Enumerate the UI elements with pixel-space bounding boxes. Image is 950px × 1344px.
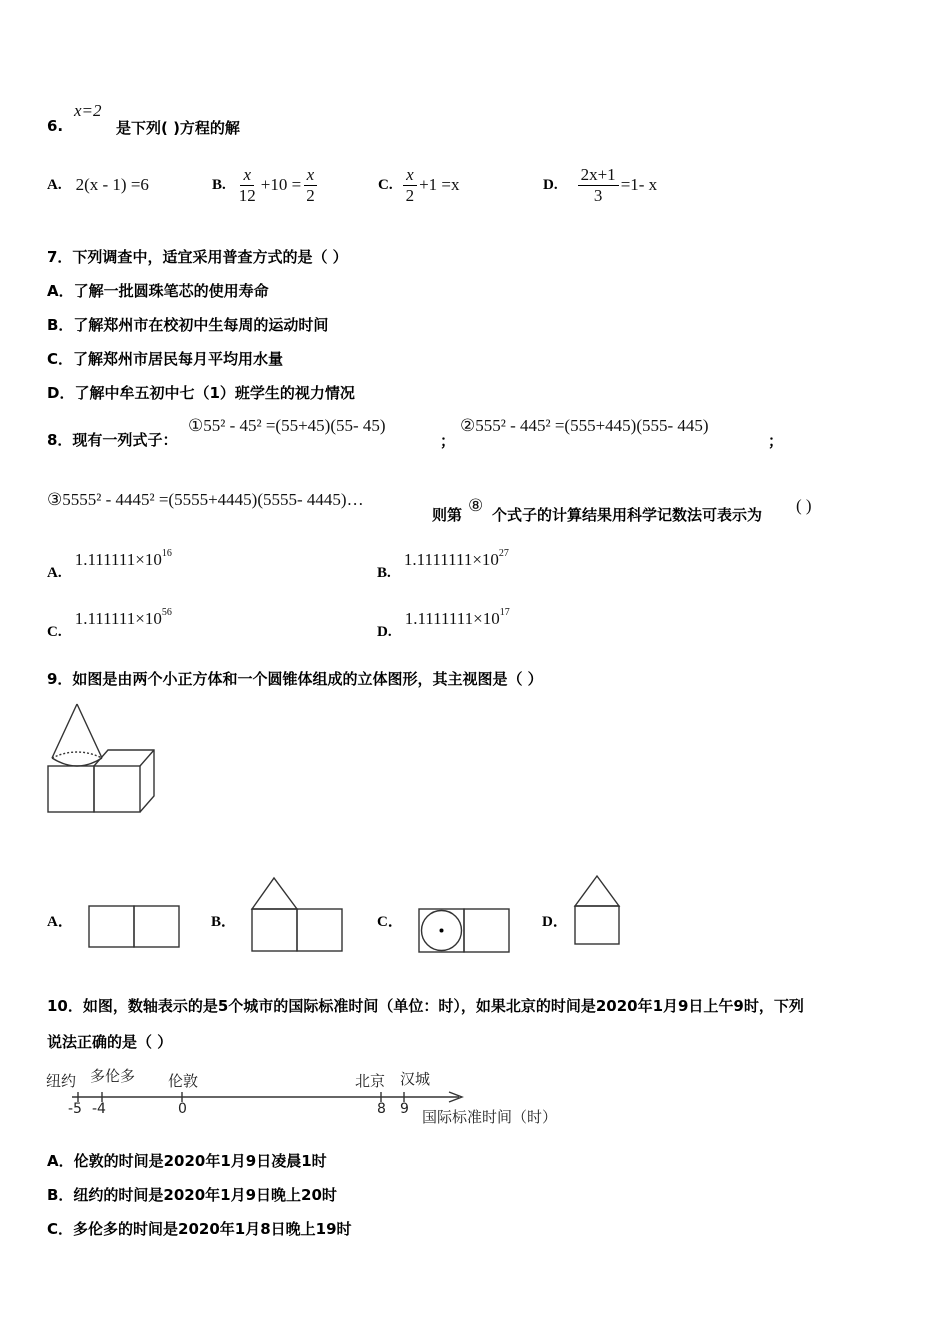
option-label: D. [543,176,558,193]
option-label: B. [377,565,391,581]
q8-lead: 8．现有一列式子： [47,431,178,449]
city-label-new-york: 纽约 [46,1072,77,1090]
option-exponent: 27 [498,548,509,559]
option-exponent: 16 [161,548,172,559]
denominator: 3 [593,185,603,205]
option-mantissa: 1.111111×10 [74,550,162,569]
q9-option-d-figure[interactable] [572,873,624,949]
option-mantissa: 1.1111111×10 [403,550,499,569]
q6-math: x=2 [74,101,102,120]
q8-circled-8: ⑧ [468,496,484,515]
q7-option-c[interactable]: C．了解郑州市居民每月平均用水量 [47,350,284,368]
q9-option-c-label[interactable]: C． [377,914,403,930]
q8-expr-2: ②555² - 445² =(555+445)(555- 445) [460,416,709,435]
q9-option-a-figure[interactable] [86,902,182,950]
option-expr: =1- x [620,175,658,194]
q9-option-c-figure[interactable] [416,906,512,954]
q6-option-d[interactable] [543,160,657,210]
q6-option-b[interactable] [212,160,320,210]
numerator: x [403,165,417,186]
option-mantissa: 1.111111×10 [74,609,162,628]
q7-option-b[interactable]: B．了解郑州市在校初中生每周的运动时间 [47,316,329,334]
city-label-beijing: 北京 [355,1072,386,1090]
option-label: A. [47,565,62,581]
denominator: 2 [306,185,315,205]
q9-stem: 9．如图是由两个小正方体和一个圆锥体组成的立体图形，其主视图是（ ） [47,670,543,688]
denominator: 2 [405,185,415,205]
fraction [236,165,259,206]
q8-option-d[interactable] [377,607,510,640]
q6-option-c[interactable] [378,160,460,210]
q8-answer-paren: ( ) [796,496,812,515]
tick-label: 0 [178,1101,187,1117]
q7-option-d[interactable]: D．了解中牟五初中七（1）班学生的视力情况 [47,384,355,402]
option-expr: +10 = [260,175,302,194]
q9-solid-figure [44,700,159,816]
city-label-seoul: 汉城 [400,1070,431,1088]
option-mantissa: 1.1111111×10 [404,609,500,628]
q10-option-c[interactable]: C．多伦多的时间是2020年1月8日晚上19时 [47,1220,352,1238]
tick-label: 9 [400,1101,409,1117]
q9-option-b-label[interactable]: B． [211,914,237,930]
option-label: C. [47,624,62,640]
option-label: C. [378,176,393,193]
option-expr: +1 =x [419,175,460,194]
q8-expr-1: ①55² - 45² =(55+45)(55- 45) [188,416,386,435]
q10-stem-line-1: 10．如图，数轴表示的是5个城市的国际标准时间（单位：时），如果北京的时间是2020年1月9日上午9时，下列 [47,997,804,1015]
numerator: x [304,165,318,186]
q10-option-a[interactable]: A．伦敦的时间是2020年1月9日凌晨1时 [47,1152,327,1170]
fraction [403,165,418,206]
city-label-london: 伦敦 [168,1072,199,1090]
q6-stem: 是下列( )方程的解 [116,119,240,137]
q8-tail-2: 个式子的计算结果用科学记数法可表示为 [492,506,763,524]
axis-label: 国际标准时间（时） [422,1108,558,1126]
q10-option-b[interactable]: B．纽约的时间是2020年1月9日晚上20时 [47,1186,337,1204]
city-label-toronto: 多伦多 [90,1067,136,1085]
q9-option-d-label[interactable]: D． [542,914,568,930]
q6-option-a[interactable] [47,160,149,210]
numerator: 2x+1 [578,165,619,186]
q8-separator: ； [440,432,456,450]
denominator: 12 [238,185,256,205]
option-label: B. [212,176,226,193]
q10-stem-line-2: 说法正确的是（ ） [47,1033,173,1051]
q7-stem: 7．下列调查中，适宜采用普查方式的是（ ） [47,248,348,266]
fraction [578,165,619,206]
fraction [303,165,318,206]
option-label: A. [47,176,62,193]
q9-option-a-label[interactable]: A． [47,914,73,930]
q8-option-b[interactable] [377,548,509,581]
q8-option-a[interactable] [47,548,172,581]
option-expr: 2(x - 1) =6 [75,175,149,194]
tick-label: -4 [92,1101,106,1117]
tick-label: 8 [377,1101,386,1117]
q6-number: 6. [47,117,64,135]
q9-option-b-figure[interactable] [249,875,345,955]
option-exponent: 56 [161,607,172,618]
q7-option-a[interactable]: A．了解一批圆珠笔芯的使用寿命 [47,282,269,300]
option-exponent: 17 [499,607,510,618]
q8-expr-3: ③5555² - 4445² =(5555+4445)(5555- 4445)… [47,490,364,509]
numerator: x [240,165,254,186]
q10-number-line [44,1062,604,1132]
option-label: D. [377,624,392,640]
q8-separator: ； [768,432,784,450]
q8-tail-1: 则第 [432,506,463,524]
tick-label: -5 [68,1101,82,1117]
q8-option-c[interactable] [47,607,172,640]
